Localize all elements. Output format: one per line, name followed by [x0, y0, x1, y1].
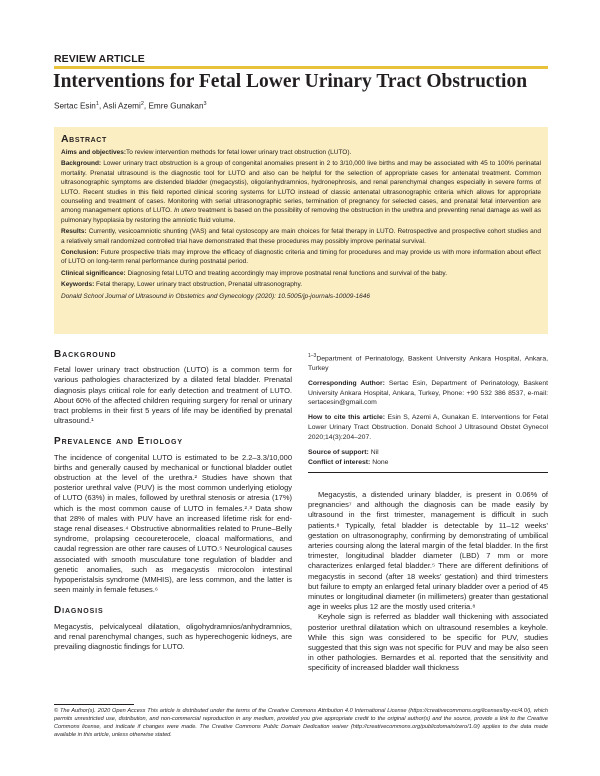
affiliation-text: Department of Perinatology, Baskent University Ankara Hospital, Ankara, Turkey	[308, 355, 548, 373]
source-of-support	[308, 448, 548, 458]
abstract-aims-label: Aims and objectives:	[61, 149, 127, 156]
article-title: Interventions for Fetal Lower Urinary Tract Obstruction	[53, 71, 528, 92]
section-heading-background: Background	[54, 349, 117, 360]
journal-citation: Donald School Journal of Ultrasound in Obstetrics and Gynecology (2020): 10.5005/jp-journals-10009-1646	[61, 292, 370, 300]
author-list: Sertac Esin$^1$, Asli Azemi$^2$, Emre Gunakan$^3$	[54, 101, 207, 111]
prevalence-paragraph: The incidence of congenital LUTO is estimated to be 2.2–3.3/10,000 births and generally caused by mechanical or functional bladder outlet obstruction at the level of the urethra.² Studies have shown that posterior urethral valve (PUV) is the most common underlying etiology of LUTO (63%) in males, followed by urethral stenosis or atresia (17%) which is the most common cause of LUTO in females.²˒³ Data show that 28% of males with PUV have an increased lifetime risk for end-stage renal diseases.⁴ Obstructive abnormalities related to Prune–Belly syndrome, prolapsing cecoureterocele, cloacal malformations, and caudal regression are other rare causes of LUTO.⁵ Neurological causes associated with smooth musculature tone regulation of bladder and genetic anomalies, such as megacystis microcolon intestinal hypoperistalsis syndrome (MMHIS), are less common, and the latter is seen mainly in female fetuses.⁶	[54, 452, 292, 595]
abstract-box	[54, 127, 548, 334]
section-heading-prevalence: Prevalence and Etiology	[54, 436, 183, 448]
author-affiliation-mark: 2	[140, 101, 144, 107]
author-name: Asli Azemi	[103, 101, 141, 111]
affiliation	[308, 352, 548, 374]
abstract-in-utero-text: treatment is based on the possibility of removing the obstruction in the urethra and preventing renal damage as well as pulmonary hypoplasia by restoring the amniotic fluid volume.	[61, 207, 541, 224]
diagnosis-paragraph: Megacystis, pelvicalyceal dilatation, oligohydramnios/anhydramnios, and renal parenchymal changes, such as hyperechogenic kidneys, are prevailing diagnostic findings for LUTO.	[54, 621, 292, 652]
support-label: Source of support:	[308, 448, 369, 456]
corresponding-author	[308, 379, 548, 408]
abstract-conclusion-text: Future prospective trials may improve the efficacy of diagnostic criteria and timing for procedures and may provide us with more information about effect of LUTO on long-term renal performance during postnatal period.	[61, 249, 541, 266]
abstract-keywords-text: Fetal therapy, Lower urinary tract obstruction, Prenatal ultrasonography.	[96, 281, 303, 289]
conflict-text: None	[372, 459, 389, 467]
abstract-heading: Abstract	[61, 133, 107, 145]
abstract-background-text: Lower urinary tract obstruction is a group of congenital anomalies present in 2 to 3/10,000 live births and may be associated with 45 to 100% perinatal mortality. Prenatal ultrasound is the diagnostic tool for LUTO and also can be helpful for the selection of appropriate cases for antenatal treatment. Common ultrasonographic symptoms are distended bladder (megacystis), oligo/anhydramnios, hydronephrosis, and renal parenchymal changes especially in severe forms of LUTO. Recent studies in this field reported clinical scoring systems for LUTO instead of classic antenatal ultrasonographic criteria which allows for appropriate counseling and treatment of cases. Monitoring with serial ultrasonographic series, termination of pregnancy for selected cases, and prenatal fetal intervention are among management options of LUTO.	[61, 160, 541, 215]
affiliation-mark: 1–3	[308, 353, 317, 359]
abstract-in-utero: In utero	[173, 207, 197, 215]
abstract-background	[61, 159, 541, 225]
left-column	[54, 350, 292, 652]
abstract-conclusion-label: Conclusion:	[61, 249, 99, 257]
abstract-results	[61, 227, 541, 246]
header-accent-rule	[54, 66, 548, 69]
how-to-cite	[308, 413, 548, 442]
abstract-results-text: Currently, vesicoamniotic shunting (VAS) and fetal cystoscopy are main choices for fetal therapy in LUTO. Retrospective and prospective cohort studies and a relatively small randomized controlled trial have demonstrated that these procedures may possibly improve perinatal survival.	[61, 228, 541, 245]
abstract-aims	[61, 148, 541, 157]
cite-label: How to cite this article:	[308, 414, 385, 422]
license-footer: © The Author(s). 2020 Open Access This article is distributed under the terms of the Creative Commons Attribution 4.0 International License (https://creativecommons.org/licenses/by-nc/4.0/), which permits unrestricted use, distribution, and non-commercial reproduction in any medium, provided you give appropriate credit to the original author(s) and the source, provide a link to the Creative Commons license, and indicate if changes were made. The Creative Commons Public Domain Dedication waiver (http://creativecommons.org/publicdomain/zero/1.0/) applies to the data made available in this article, unless otherwise stated.	[54, 708, 548, 738]
corresponding-label: Corresponding Author:	[308, 379, 385, 387]
author-name: Sertac Esin	[54, 101, 96, 111]
abstract-conclusion	[61, 248, 541, 267]
right-column-meta	[308, 352, 548, 473]
corresponding-text: Sertac Esin, Department of Perinatology, Baskent University Ankara Hospital, Ankara, Turkey, Phone: +90 532 386 8537, e-mail: sertacesin@gmail.com	[308, 379, 548, 407]
abstract-aims-text: To review intervention methods for fetal lower urinary tract obstruction (LUTO).	[126, 149, 352, 156]
keyhole-paragraph: Keyhole sign is referred as bladder wall thickening with associated posterior urethral dilatation which on ultrasound resembles a keyhole. While this sign was considered to be specific for PUV, studies suggested that this sign was not specific for PUV and may be also seen in other pathologies. Bernardes et al. reported that the sensitivity and specificity of increased bladder wall thickness	[308, 612, 548, 673]
meta-divider	[308, 472, 548, 473]
background-paragraph: Fetal lower urinary tract obstruction (LUTO) is a common term for various pathologies characterized by a dilated fetal bladder. Prenatal diagnosis plays critical role for early detection and treatment of LUTO. About 60% of the affected children requiring surgery for renal or urinary tract problems in their first 5 years of life may be identified by prenatal ultrasound.¹	[54, 365, 292, 426]
abstract-background-label: Background:	[61, 160, 102, 168]
author-affiliation-mark: 1	[95, 101, 99, 107]
support-text: Nil	[370, 448, 379, 456]
abstract-clinical-significance	[61, 269, 541, 278]
abstract-keywords	[61, 280, 541, 289]
abstract-results-label: Results:	[61, 228, 87, 236]
cite-text: Esin S, Azemi A, Gunakan E. Interventions for Fetal Lower Urinary Tract Obstruction. Donald School J Ultrasound Obstet Gynecol 2020;14(3):204–207.	[308, 414, 549, 441]
conflict-of-interest	[308, 458, 548, 468]
author-name: Emre Gunakan	[148, 101, 204, 111]
section-heading-diagnosis: Diagnosis	[54, 605, 104, 617]
abstract-clinical-label: Clinical significance:	[61, 269, 126, 277]
megacystis-paragraph: Megacystis, a distended urinary bladder, is present in 0.06% of pregnancies⁷ and although the diagnosis can be made easily by ultrasound in the first trimester, management is difficult in such patients.⁸ Typically, fetal bladder is detectable by 11–12 weeks’ gestation on ultrasonography, confirming by demonstrating of umbilical arteries coursing along the lateral margin of the fetal bladder. In the first trimester, longitudinal bladder diameter (LBD) 7 mm or more characterizes enlarged fetal bladder.⁵ There are different definitions of megacystis in second (after 18 weeks’ gestation) and third trimesters but failure to empty an enlarged fetal urinary bladder over a period of 45 minutes or longitudinal diameter (in millimeters) greater than gestational age in weeks plus 12 are the mostly used criteria.⁸	[308, 490, 548, 612]
conflict-label: Conflict of interest:	[308, 459, 371, 467]
right-column-body	[308, 490, 548, 674]
abstract-keywords-label: Keywords:	[61, 281, 95, 289]
abstract-clinical-text: Diagnosing fetal LUTO and treating accordingly may improve postnatal renal functions and survival of the baby.	[127, 269, 448, 277]
footer-rule	[54, 704, 134, 705]
article-type-label: REVIEW ARTICLE	[54, 53, 145, 65]
author-affiliation-mark: 3	[203, 101, 207, 107]
